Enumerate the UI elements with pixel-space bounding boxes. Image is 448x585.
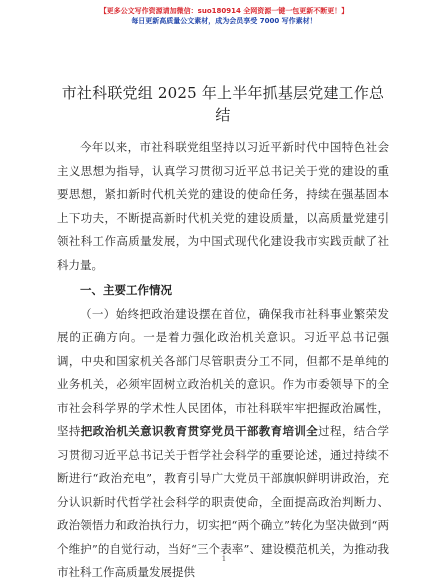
paragraph-bold-text: 把政治机关意识教育贯穿党员干部教育培训全 [80, 424, 319, 438]
document-body [57, 82, 389, 585]
promo-banner [0, 6, 448, 26]
document-title: 市社科联党组 2025 年上半年抓基层党建工作总结 [61, 84, 385, 124]
promo-banner-line-2: 每日更新高质量公文素材，成为会员享受 7000 写作素材！ [131, 17, 317, 25]
paragraph-text: （一）始终把政治建设摆在首位，确保我市社科事业繁荣发展的正确方向。一是着力强化政治机关意识。习近平总书记强调，中央和国家机关各部门尽管职责分工不同，但都不是单纯的业务机关，必须牢固树立政治机关的意识。作为市委领导下的全市社会科学界的学术性人民团体，市社科联牢牢把握政治属性，坚持 [57, 306, 389, 438]
promo-banner-line-1: 【更多公文写作资源请加微信：suo180914 全网资源一键一包更新不断更！】 [99, 7, 349, 15]
section-1-paragraph [57, 303, 389, 585]
section-heading-1: 一、主要工作情况 [80, 283, 172, 297]
page-number: 1 [221, 555, 227, 563]
paragraph-text-continued: 过程，结合学习贯彻习近平总书记关于哲学社会科学的重要论述，通过持续不断进行“政治充电”，教育引导广大党员干部旗帜鲜明讲政治，充分认识新时代哲学社会科学的职责使命，全面提高政治判断力、政治领悟力和政治执行力，切实把“两个确立”转化为坚决做到“两个维护”的自觉行动，当好“三个表率”、建设模范机关，为推动我市社科工作高质量发展提供 [57, 424, 390, 579]
intro-paragraph: 今年以来，市社科联党组坚持以习近平新时代中国特色社会主义思想为指导，认真学习贯彻习近平总书记关于党的建设的重要思想，紧扣新时代机关党的建设的使命任务，持续在强基固本上下功夫，不断提高新时代机关党的建设质量，以高质量党建引领社科工作高质量发展，为中国式现代化建设我市实践贡献了社科力量。 [57, 140, 389, 272]
